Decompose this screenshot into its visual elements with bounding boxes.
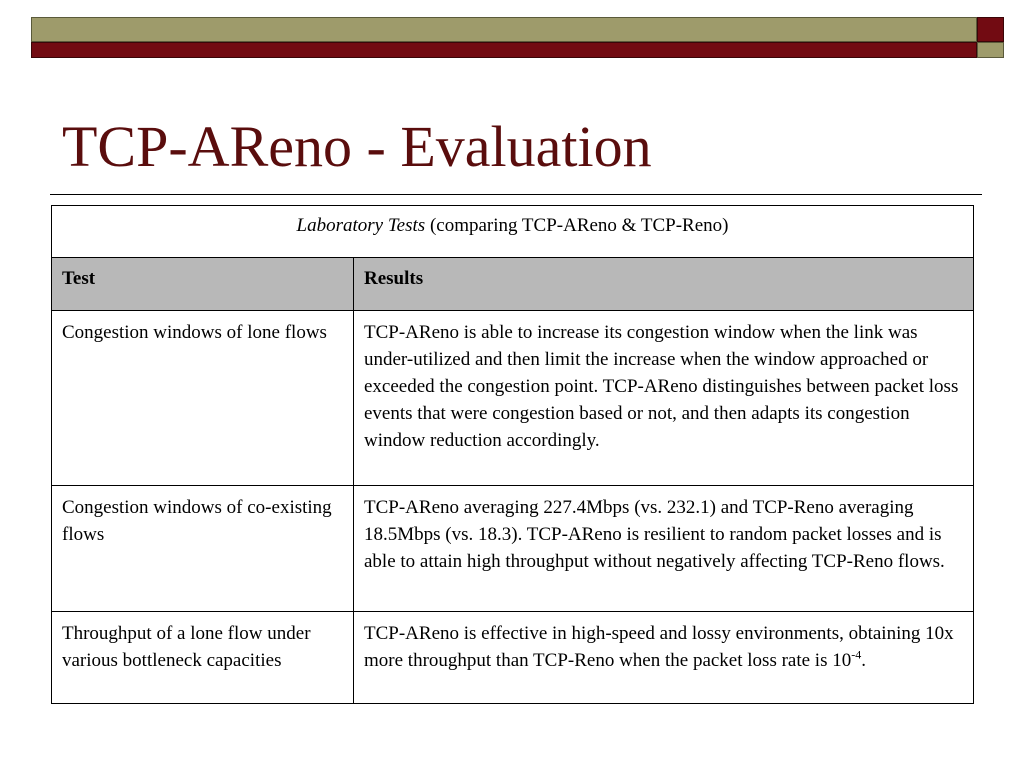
table-row: [52, 612, 974, 704]
caption-rest: (comparing TCP-AReno & TCP-Reno): [425, 215, 729, 236]
result-exponent: -4: [851, 647, 862, 662]
slide-title: TCP-AReno - Evaluation: [62, 114, 652, 179]
results-table: [51, 205, 974, 704]
test-cell: Congestion windows of lone flows: [52, 311, 354, 486]
result-period: .: [861, 650, 866, 671]
test-cell: Congestion windows of co-existing flows: [52, 486, 354, 612]
result-text: TCP-AReno is effective in high-speed and lossy environments, obtaining 10x more throughput than TCP-Reno when the packet loss rate is 10: [364, 623, 954, 671]
caption-italic: Laboratory Tests: [296, 215, 426, 236]
test-cell: Throughput of a lone flow under various bottleneck capacities: [52, 612, 354, 704]
top-olive-bar: [31, 17, 977, 42]
table-caption-row: [52, 206, 974, 258]
title-underline: [50, 194, 982, 195]
result-cell: [354, 612, 974, 704]
table-header-row: [52, 258, 974, 311]
top-maroon-bar: [31, 42, 977, 58]
corner-maroon-square: [977, 17, 1004, 42]
result-cell: TCP-AReno is able to increase its congestion window when the link was under-utilized and then limit the increase when the window approached or exceeded the congestion point. TCP-AReno distinguishes between packet loss events that were congestion based or not, and then adapts its congestion window reduction accordingly.: [354, 311, 974, 486]
column-header-test: Test: [52, 258, 354, 311]
result-cell: TCP-AReno averaging 227.4Mbps (vs. 232.1) and TCP-Reno averaging 18.5Mbps (vs. 18.3). TCP-AReno is resilient to random packet losses and is able to attain high throughput without negatively affecting TCP-Reno flows.: [354, 486, 974, 612]
table-row: [52, 486, 974, 612]
table-caption: [52, 206, 974, 258]
table-row: [52, 311, 974, 486]
corner-olive-square: [977, 42, 1004, 58]
column-header-results: Results: [354, 258, 974, 311]
